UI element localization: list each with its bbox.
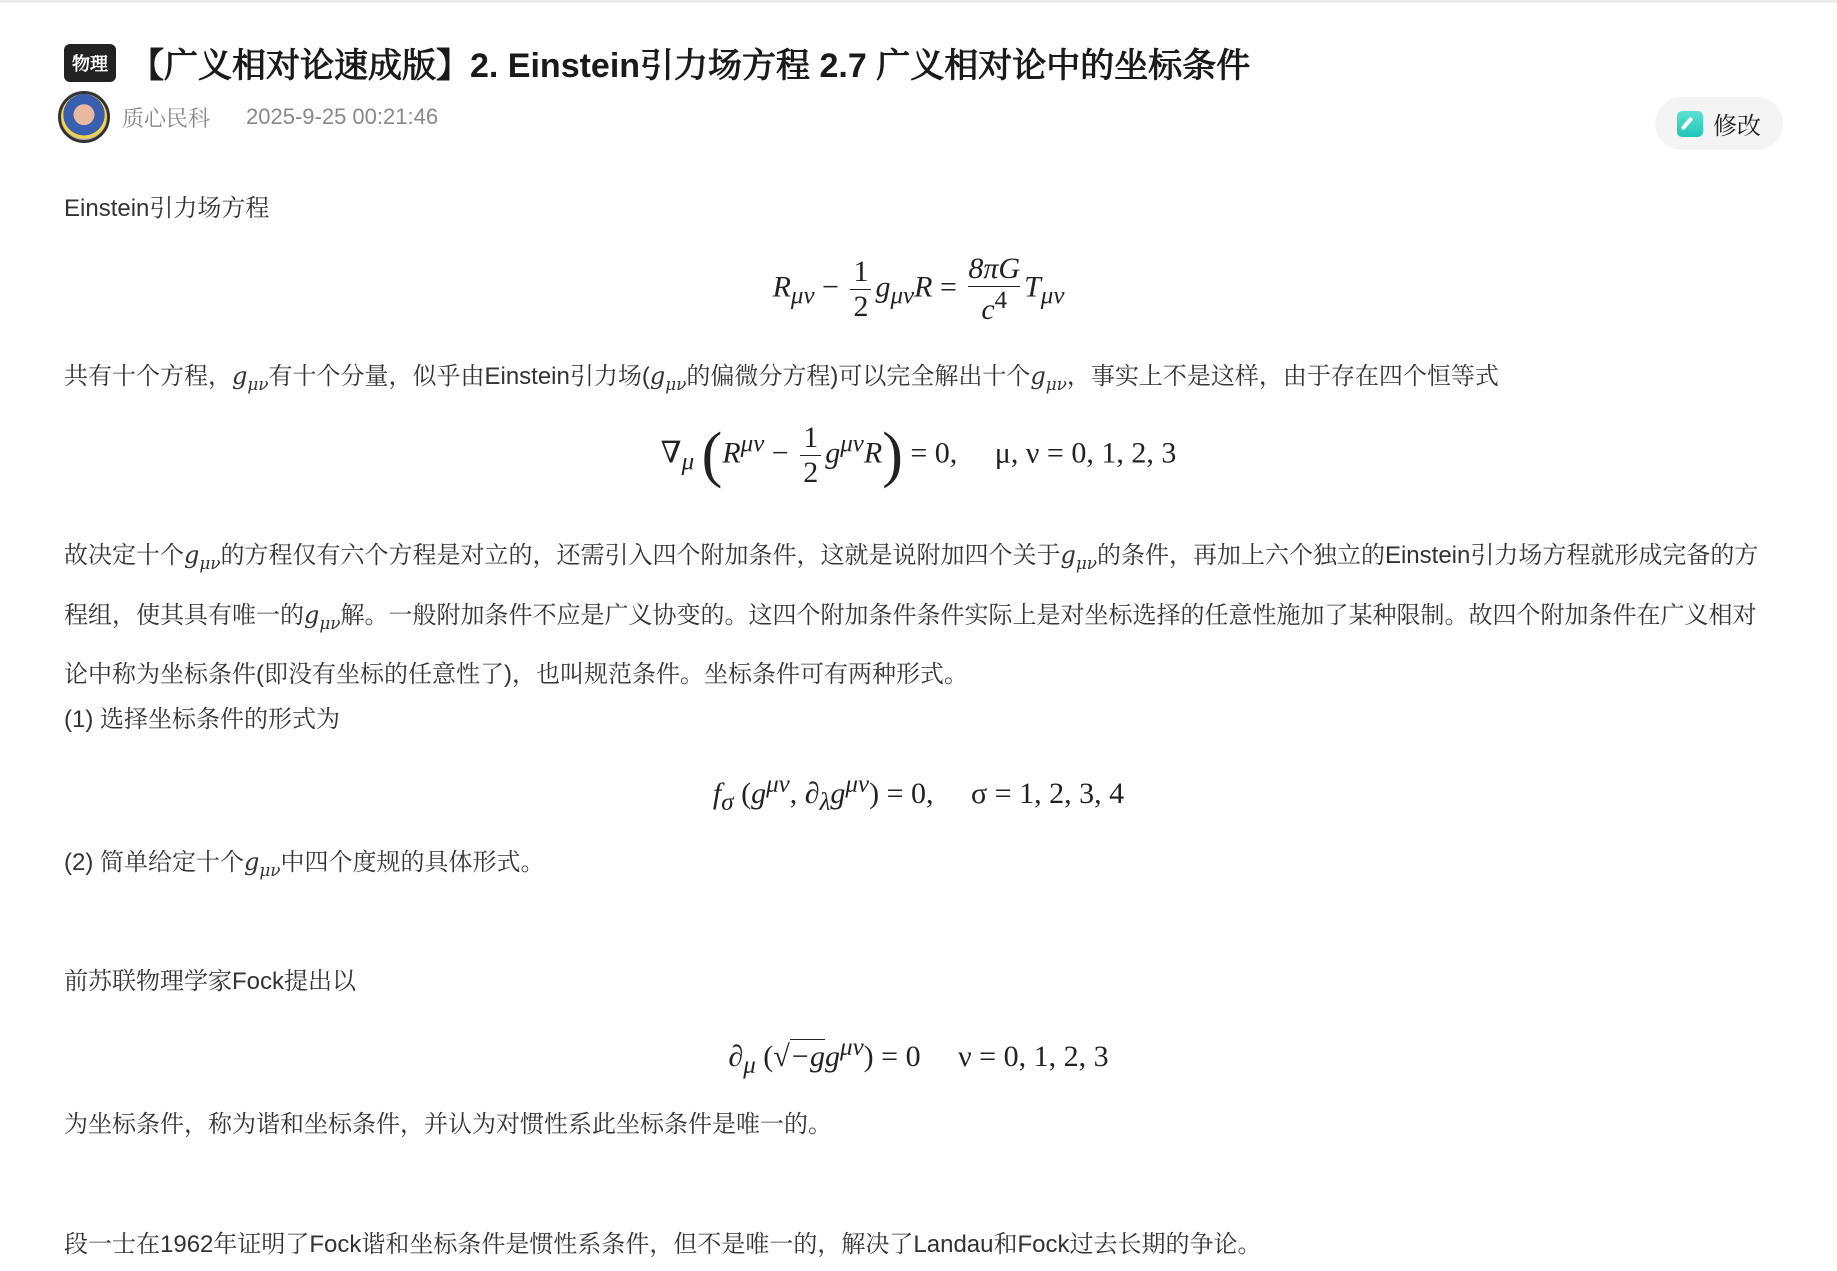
- inline-math: [184, 541, 221, 573]
- eq-rest: ) = 0, σ = 1, 2, 3, 4: [869, 777, 1125, 810]
- text: (2) 简单给定十个: [64, 849, 244, 876]
- g: g: [304, 600, 320, 629]
- sub: μν: [1075, 552, 1097, 573]
- eq-term: g: [875, 270, 891, 304]
- eq-num: 1: [800, 421, 821, 457]
- eq-den: 2: [803, 456, 819, 489]
- sub: μν: [259, 859, 281, 880]
- g: g: [1030, 362, 1046, 390]
- g: g: [1060, 541, 1076, 569]
- eq-term: f: [712, 777, 722, 810]
- eq-num: 1: [850, 255, 871, 291]
- paragraph-harmonic: 为坐标条件，称为谐和坐标条件，并认为对惯性系此坐标条件是唯一的。: [64, 1111, 832, 1138]
- article-title: 【广义相对论速成版】2. Einstein引力场方程 2.7 广义相对论中的坐标条件: [130, 47, 1251, 85]
- eq-den: c: [981, 293, 995, 326]
- eq-den: 2: [853, 290, 869, 324]
- eq-rest: ) = 0 ν = 0, 1, 2, 3: [863, 1040, 1109, 1073]
- inline-math: [232, 362, 269, 394]
- edit-label: 修改: [1713, 113, 1761, 140]
- eq-sub: λ: [819, 789, 831, 816]
- eq-term: g: [830, 777, 846, 810]
- text: 解。一般附加条件不应是广义协变的。这四个附加条件条件实际上是对坐标选择的任意性施加了某种限制。故四个附加条件在广义相对论中称为坐标条件(即没有坐标的任意性了)，也叫规范条件。坐标条件可有两种形式。: [64, 601, 1757, 688]
- text: 有十个分量，似乎由Einstein引力场(: [268, 363, 650, 390]
- author-name[interactable]: 质心民科: [122, 105, 211, 131]
- eq-term: R: [863, 436, 883, 470]
- eq-term: ∂: [728, 1040, 744, 1073]
- sub: μν: [319, 612, 341, 633]
- eq-radicand: −g: [789, 1040, 826, 1073]
- g: g: [649, 362, 666, 390]
- text: ，事实上不是这样，由于存在四个恒等式: [1066, 363, 1499, 390]
- eq-num: 8πG: [968, 252, 1021, 285]
- inline-math: [1030, 362, 1067, 394]
- eq-term: ∂: [804, 777, 820, 810]
- equation-field: [0, 252, 1837, 328]
- equation-condition-form: [0, 771, 1837, 817]
- paragraph-option-2: [64, 836, 1776, 896]
- sub: μν: [665, 373, 687, 394]
- eq-comma: ,: [789, 777, 805, 810]
- category-tag[interactable]: 物理: [64, 44, 116, 82]
- text: 故决定十个: [64, 542, 184, 569]
- sub: μν: [199, 552, 221, 573]
- edit-icon: [1677, 111, 1703, 137]
- eq-sup: 4: [994, 287, 1008, 314]
- eq-rest: = 0, μ, ν = 0, 1, 2, 3: [910, 436, 1177, 470]
- g: g: [244, 848, 260, 876]
- g: g: [184, 541, 200, 569]
- eq-fraction: [968, 252, 1020, 328]
- eq-fraction: [850, 255, 871, 325]
- eq-sub: σ: [721, 789, 734, 816]
- paragraph-coordinate-conditions: [64, 529, 1776, 701]
- eq-sup: μν: [840, 430, 864, 458]
- eq-term: T: [1024, 270, 1041, 304]
- eq-paren: (: [763, 1040, 774, 1073]
- article-meta: [58, 91, 438, 143]
- inline-math: [1060, 541, 1097, 573]
- eq-op: −: [822, 270, 839, 304]
- eq-term: R: [772, 270, 791, 304]
- eq-term: R: [914, 270, 933, 304]
- paragraph-ten-equations: [64, 350, 1776, 410]
- paragraph-fock: 前苏联物理学家Fock提出以: [64, 968, 357, 995]
- text: 共有十个方程，: [64, 363, 232, 390]
- inline-math: [244, 848, 281, 880]
- eq-op: =: [939, 270, 957, 304]
- sub: μν: [1045, 373, 1067, 394]
- eq-sub: μ: [743, 1052, 756, 1079]
- equation-harmonic: [0, 1034, 1837, 1080]
- eq-fraction: [800, 421, 821, 491]
- eq-sub: μν: [890, 282, 915, 310]
- paragraph-intro: Einstein引力场方程: [64, 195, 270, 222]
- eq-term: g: [751, 777, 767, 810]
- text: 的偏微分方程)可以完全解出十个: [686, 363, 1031, 390]
- eq-term: ∇: [660, 436, 682, 470]
- g: g: [232, 362, 248, 390]
- eq-sup: μν: [840, 1034, 864, 1061]
- eq-paren: (: [741, 777, 752, 810]
- edit-button[interactable]: [1655, 97, 1783, 150]
- eq-sup: μν: [766, 771, 790, 798]
- equation-bianchi: $\nabla_\mu$ ($R^{\mu\nu}$ − $\frac{1}{2}$ $g^{\mu\nu}R) = 0$, μ, ν = 0, 1, 2, 3: [660, 420, 1177, 489]
- inline-math: [649, 362, 687, 394]
- top-border: [0, 0, 1837, 3]
- eq-term: g: [825, 436, 841, 470]
- eq-term: R: [722, 436, 741, 470]
- text: 的方程仅有六个方程是对立的，还需引入四个附加条件，这就是说附加四个关于: [220, 542, 1061, 569]
- avatar[interactable]: [58, 91, 110, 143]
- eq-sup: μν: [740, 430, 765, 458]
- eq-term: g: [825, 1040, 841, 1073]
- eq-sup: μν: [845, 771, 870, 798]
- sub: μν: [247, 373, 269, 394]
- text: 中四个度规的具体形式。: [280, 849, 545, 876]
- paragraph-option-1: (1) 选择坐标条件的形式为: [64, 706, 340, 733]
- eq-sub: μν: [1040, 282, 1065, 310]
- article-header: [64, 38, 1250, 87]
- paragraph-duan: 段一士在1962年证明了Fock谐和坐标条件是惯性系条件，但不是唯一的，解决了Landau和Fock过去长期的争论。: [64, 1231, 1262, 1258]
- eq-sub: μν: [790, 282, 815, 310]
- eq-sub: μ: [681, 448, 695, 476]
- eq-op: −: [771, 436, 789, 470]
- publish-time: 2025-9-25 00:21:46: [246, 104, 439, 129]
- sqrt-icon: √: [773, 1040, 790, 1073]
- text: 的条件，再加上六个独立的Einstein引力场方程就形成完备的方程组，使其具有唯一的: [64, 542, 1759, 629]
- inline-math: [304, 600, 341, 633]
